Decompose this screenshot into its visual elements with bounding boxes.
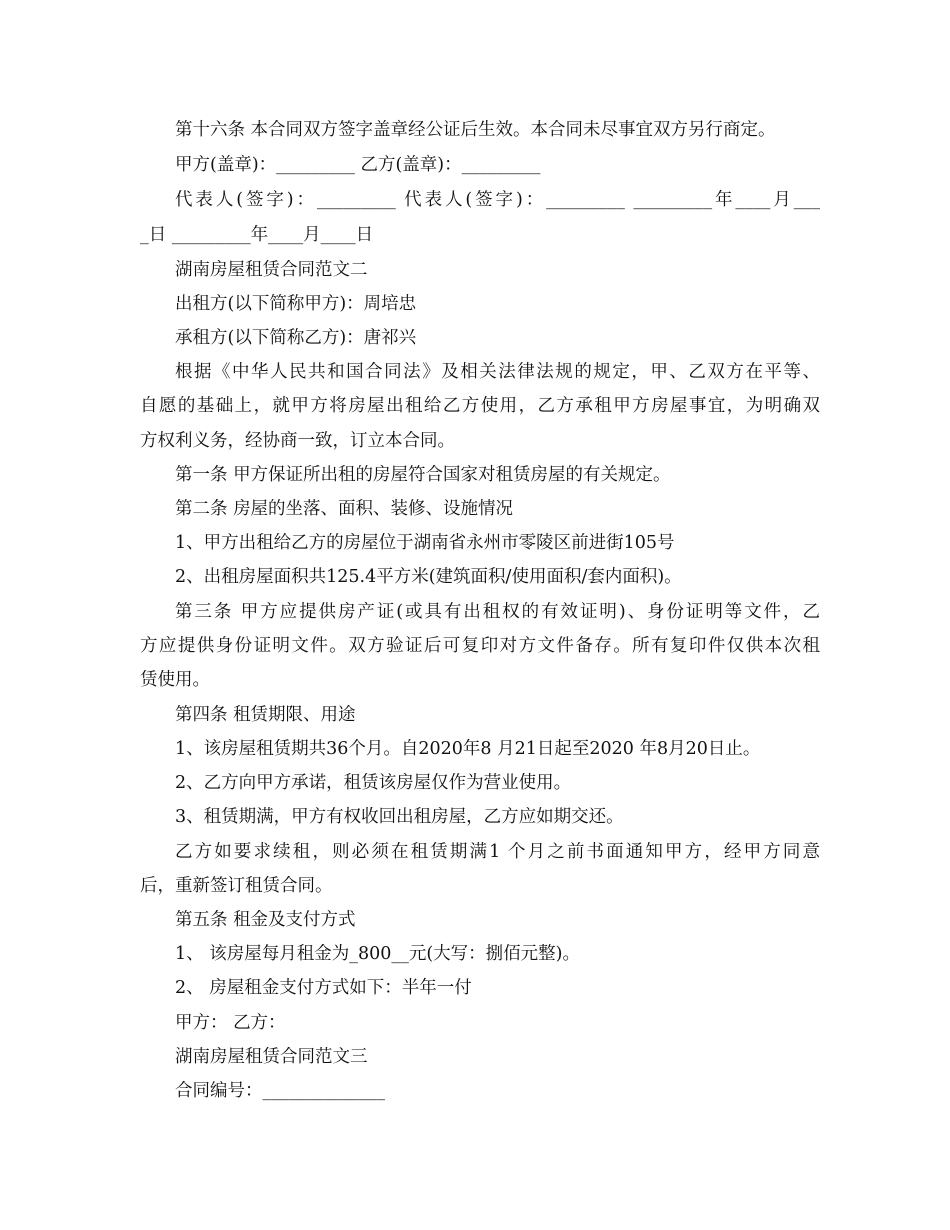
signature-line: 代表人(签字)：_________ 代表人(签字)：_________ _________年____月___ <box>175 190 820 210</box>
article-5-item-2: 2、 房屋租金支付方式如下：半年一付 <box>175 978 472 998</box>
date-line: _日 _________年____月____日 <box>140 225 374 245</box>
section-title-2: 湖南房屋租赁合同范文二 <box>175 260 368 280</box>
article-4-item-3: 3、租赁期满，甲方有权收回出租房屋，乙方应如期交还。 <box>175 807 624 827</box>
preamble-line-1: 根据《中华人民共和国合同法》及相关法律法规的规定，甲、乙双方在平等、 <box>175 362 820 382</box>
article-3-line-1: 第三条 甲方应提供房产证(或具有出租权的有效证明)、身份证明等文件，乙 <box>175 602 820 622</box>
article-5-item-1: 1、 该房屋每月租金为_800__元(大写：捌佰元整)。 <box>175 944 581 964</box>
article-2-item-2: 2、出租房屋面积共125.4平方米(建筑面积/使用面积/套内面积)。 <box>175 567 682 587</box>
article-4-title: 第四条 租赁期限、用途 <box>175 705 356 725</box>
article-4-item-2: 2、乙方向甲方承诺，租赁该房屋仅作为营业使用。 <box>175 773 572 793</box>
parties-line: 甲方： 乙方： <box>175 1013 286 1033</box>
section-title-3: 湖南房屋租赁合同范文三 <box>175 1047 368 1067</box>
lessor-line: 出租方(以下简称甲方)：周培忠 <box>175 294 417 314</box>
article-2-title: 第二条 房屋的坐落、面积、装修、设施情况 <box>175 499 514 519</box>
article-4-item-1: 1、该房屋租赁期共36个月。自2020年8 月21日起至2020 年8月20日止。 <box>175 739 761 759</box>
article-1: 第一条 甲方保证所出租的房屋符合国家对租赁房屋的有关规定。 <box>175 465 671 485</box>
preamble-line-3: 方权利义务，经协商一致，订立本合同。 <box>140 431 455 451</box>
seal-line: 甲方(盖章)：_________ 乙方(盖章)：_________ <box>175 155 541 175</box>
renewal-line-1: 乙方如要求续租，则必须在租赁期满1 个月之前书面通知甲方，经甲方同意 <box>175 842 820 862</box>
article-2-item-1: 1、甲方出租给乙方的房屋位于湖南省永州市零陵区前进街105号 <box>175 533 675 553</box>
contract-number-line: 合同编号：______________ <box>175 1081 385 1101</box>
article-3-line-2: 方应提供身份证明文件。双方验证后可复印对方文件备存。所有复印件仅供本次租 <box>140 636 820 656</box>
article-3-line-3: 赁使用。 <box>140 670 210 690</box>
preamble-line-2: 自愿的基础上，就甲方将房屋出租给乙方使用，乙方承租甲方房屋事宜，为明确双 <box>140 396 820 416</box>
renewal-line-2: 后，重新签订租赁合同。 <box>140 876 333 896</box>
lessee-line: 承租方(以下简称乙方)：唐祁兴 <box>175 328 417 348</box>
clause-16: 第十六条 本合同双方签字盖章经公证后生效。本合同未尽事宜双方另行商定。 <box>175 120 776 140</box>
article-5-title: 第五条 租金及支付方式 <box>175 910 356 930</box>
